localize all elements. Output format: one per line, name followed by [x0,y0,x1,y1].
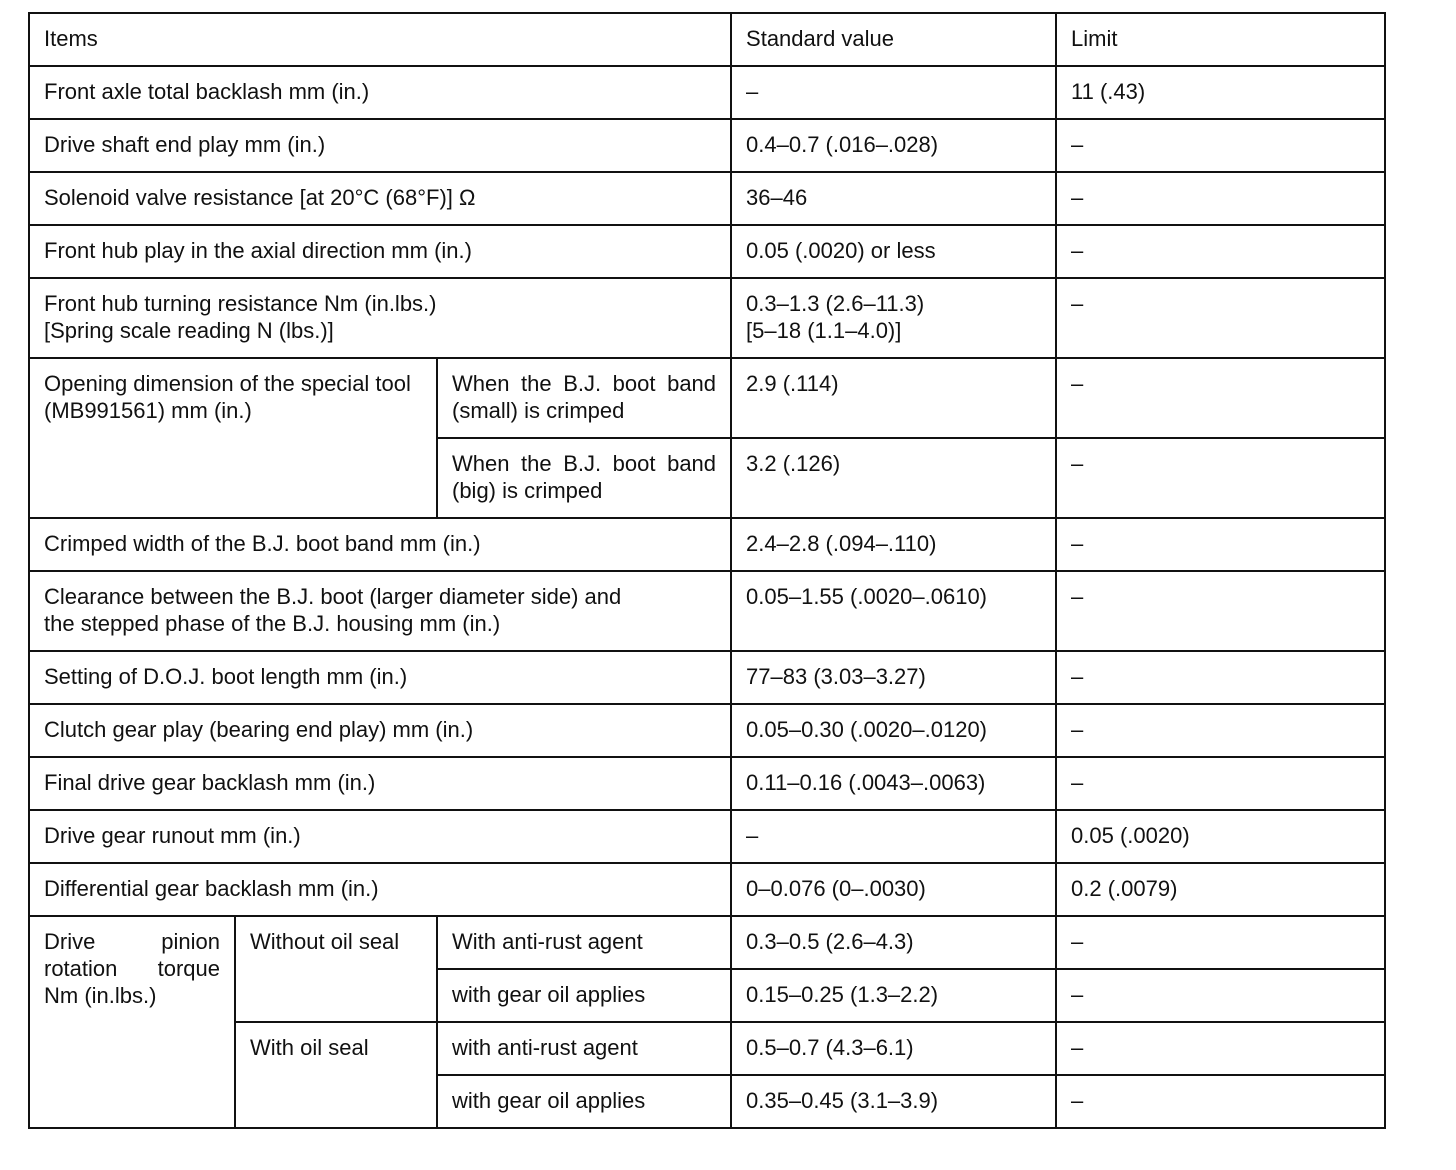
standard-cell: – [731,810,1056,863]
sub-item-cell: with anti-rust agent [437,1022,731,1075]
standard-cell: 77–83 (3.03–3.27) [731,651,1056,704]
table-row [29,358,1385,438]
limit-cell: – [1056,1075,1385,1128]
standard-cell: 0.05 (.0020) or less [731,225,1056,278]
item-cell: Setting of D.O.J. boot length mm (in.) [29,651,731,704]
item-cell: Clutch gear play (bearing end play) mm (in.) [29,704,731,757]
item-cell: Drive pinion rotation torque Nm (in.lbs.) [29,916,235,1128]
standard-cell: 0.05–0.30 (.0020–.0120) [731,704,1056,757]
limit-cell: – [1056,757,1385,810]
table-row [29,571,1385,651]
table-header-row [29,13,1385,66]
limit-cell: – [1056,969,1385,1022]
item-cell: Final drive gear backlash mm (in.) [29,757,731,810]
limit-cell: – [1056,172,1385,225]
standard-cell [731,278,1056,358]
specification-table [28,12,1386,1129]
limit-cell: 0.05 (.0020) [1056,810,1385,863]
standard-cell: 0.5–0.7 (4.3–6.1) [731,1022,1056,1075]
item-cell [29,571,731,651]
group-cell: With oil seal [235,1022,437,1128]
item-line: Clearance between the B.J. boot (larger diameter side) and [44,584,622,609]
limit-cell: – [1056,119,1385,172]
table-row [29,810,1385,863]
limit-cell: – [1056,518,1385,571]
standard-cell: 2.4–2.8 (.094–.110) [731,518,1056,571]
limit-cell: 0.2 (.0079) [1056,863,1385,916]
standard-cell: – [731,66,1056,119]
standard-cell: 0.15–0.25 (1.3–2.2) [731,969,1056,1022]
item-line: Front hub turning resistance Nm (in.lbs.) [44,291,437,316]
limit-cell: – [1056,571,1385,651]
sub-item-cell: With anti-rust agent [437,916,731,969]
standard-cell: 0.11–0.16 (.0043–.0063) [731,757,1056,810]
table-row [29,916,1385,969]
header-items: Items [29,13,731,66]
sub-item-cell: with gear oil applies [437,969,731,1022]
table-row [29,225,1385,278]
group-cell: Without oil seal [235,916,437,1022]
table-row [29,704,1385,757]
table-row [29,757,1385,810]
standard-cell: 36–46 [731,172,1056,225]
standard-line: 0.3–1.3 (2.6–11.3) [746,291,925,316]
standard-line: [5–18 (1.1–4.0)] [746,318,902,343]
limit-cell: – [1056,651,1385,704]
table-row [29,863,1385,916]
sub-item-cell: When the B.J. boot band (big) is crimped [437,438,731,518]
standard-cell: 0.4–0.7 (.016–.028) [731,119,1056,172]
sub-item-cell: with gear oil applies [437,1075,731,1128]
item-cell: Differential gear backlash mm (in.) [29,863,731,916]
limit-cell: – [1056,1022,1385,1075]
table-row [29,119,1385,172]
standard-cell: 0–0.076 (0–.0030) [731,863,1056,916]
header-limit: Limit [1056,13,1385,66]
standard-cell: 2.9 (.114) [731,358,1056,438]
table-row [29,518,1385,571]
table-row [29,66,1385,119]
header-standard-value: Standard value [731,13,1056,66]
limit-cell: – [1056,704,1385,757]
limit-cell: – [1056,225,1385,278]
item-cell: Drive shaft end play mm (in.) [29,119,731,172]
limit-cell: – [1056,916,1385,969]
item-cell: Drive gear runout mm (in.) [29,810,731,863]
item-cell [29,278,731,358]
item-line: the stepped phase of the B.J. housing mm (in.) [44,611,501,636]
standard-cell: 0.05–1.55 (.0020–.0610) [731,571,1056,651]
limit-cell: 11 (.43) [1056,66,1385,119]
limit-cell: – [1056,438,1385,518]
table-row [29,651,1385,704]
limit-cell: – [1056,358,1385,438]
sub-item-cell: When the B.J. boot band (small) is crimped [437,358,731,438]
item-cell: Opening dimension of the special tool (MB991561) mm (in.) [29,358,437,518]
standard-cell: 0.3–0.5 (2.6–4.3) [731,916,1056,969]
item-cell: Front axle total backlash mm (in.) [29,66,731,119]
item-cell: Front hub play in the axial direction mm (in.) [29,225,731,278]
table-row [29,278,1385,358]
limit-cell: – [1056,278,1385,358]
item-line: [Spring scale reading N (lbs.)] [44,318,334,343]
table-row [29,172,1385,225]
standard-cell: 3.2 (.126) [731,438,1056,518]
standard-cell: 0.35–0.45 (3.1–3.9) [731,1075,1056,1128]
item-cell: Solenoid valve resistance [at 20°C (68°F)] Ω [29,172,731,225]
item-cell: Crimped width of the B.J. boot band mm (in.) [29,518,731,571]
